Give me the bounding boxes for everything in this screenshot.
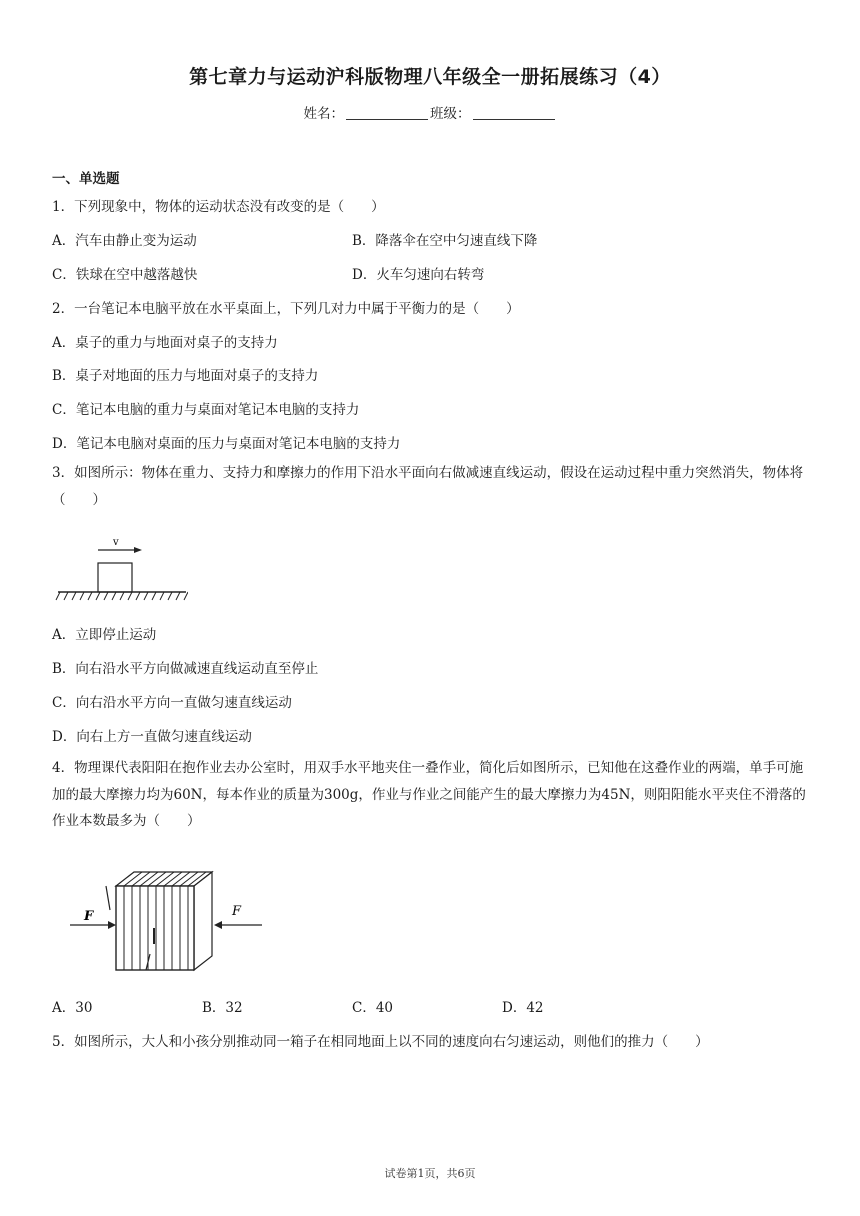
q3-option-d: D．向右上方一直做匀速直线运动 [52,729,252,745]
section-heading: 一、单选题 [52,171,120,187]
question-2-stem: 2．一台笔记本电脑平放在水平桌面上，下列几对力中属于平衡力的是（ ） [52,301,520,317]
q3-block-figure [54,534,188,606]
block-box [98,563,132,592]
velocity-label: v [113,537,119,548]
left-force-arrow-icon [108,921,116,929]
friction-arrow-left [106,886,110,910]
q1-option-d: D．火车匀速向右转弯 [352,267,485,283]
ground-hatching [56,592,188,600]
q2-option-a: A．桌子的重力与地面对桌子的支持力 [52,335,278,351]
page-title: 第七章力与运动沪科版物理八年级全一册拓展练习（4） [189,66,671,88]
q4-option-c: C．40 [352,1000,394,1016]
q3-option-b: B．向右沿水平方向做减速直线运动直至停止 [52,661,319,677]
question-1-stem: 1．下列现象中，物体的运动状态没有改变的是（ ） [52,199,385,215]
q1-option-b: B．降落伞在空中匀速直线下降 [352,233,538,249]
q4-option-d: D．42 [502,1000,544,1016]
left-force-label: F [84,909,94,924]
question-4-stem: 4．物理课代表阳阳在抱作业去办公室时，用双手水平地夹住一叠作业，简化后如图所示，已知他在这叠作业的两端，单手可施加的最大摩擦力均为60N，每本作业的质量为300g，作业与作业之间能产生的最大摩擦力为45N，则阳阳能水平夹住不滑落的作业本数最多为（ ） [52,760,806,829]
question-3-stem: 3．如图所示：物体在重力、支持力和摩擦力的作用下沿水平面向右做减速直线运动，假设在运动过程中重力突然消失，物体将（ ） [52,465,804,508]
q4-option-b: B．32 [202,1000,243,1016]
q4-option-a: A．30 [52,1000,93,1016]
name-blank[interactable] [346,107,428,120]
q1-option-c: C．铁球在空中越落越快 [52,267,198,283]
class-blank[interactable] [473,107,555,120]
q3-option-a: A．立即停止运动 [52,627,157,643]
q2-option-b: B．桌子对地面的压力与地面对桌子的支持力 [52,368,319,384]
question-5-stem: 5．如图所示，大人和小孩分别推动同一箱子在相同地面上以不同的速度向右匀速运动，则他们的推力（ ） [52,1034,709,1050]
stack-side-face [194,872,212,970]
right-force-arrow-icon [214,921,222,929]
student-info-line [0,102,860,122]
velocity-arrow-icon [134,547,142,553]
class-label: 班级： [430,106,471,122]
q2-option-c: C．笔记本电脑的重力与桌面对笔记本电脑的支持力 [52,402,360,418]
q3-option-c: C．向右沿水平方向一直做匀速直线运动 [52,695,292,711]
page-footer: 试卷第1页，共6页 [384,1167,476,1180]
right-force-label: F [232,904,242,919]
q1-option-a: A．汽车由静止变为运动 [52,233,197,249]
name-label: 姓名： [303,106,344,122]
q2-option-d: D．笔记本电脑对桌面的压力与桌面对笔记本电脑的支持力 [52,436,401,452]
q4-book-stack-figure [66,868,276,980]
